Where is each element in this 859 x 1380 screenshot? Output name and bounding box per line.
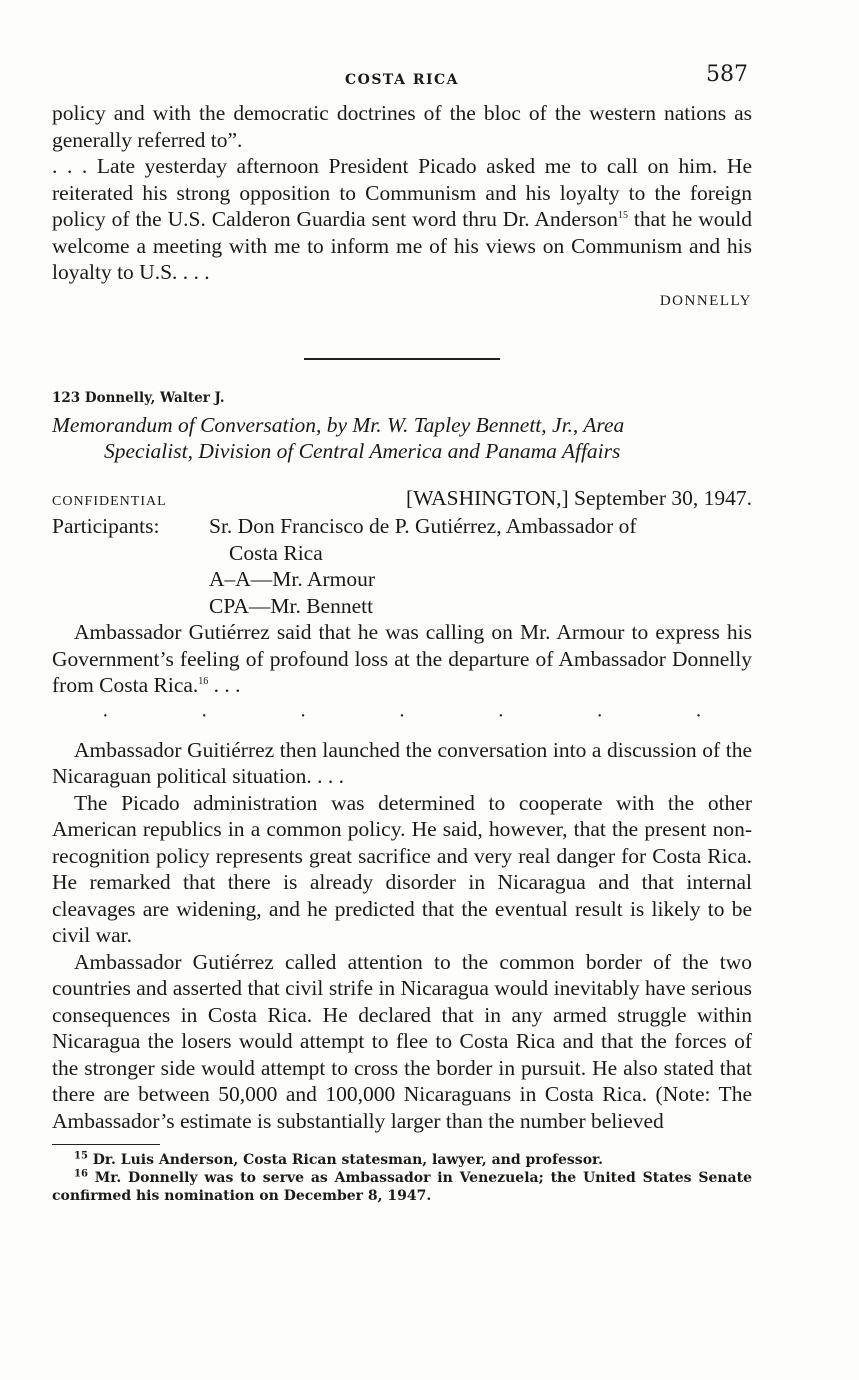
paragraph (52, 153, 752, 286)
dot: · (200, 704, 208, 727)
paragraph-text: that he would welcome a meeting with me to inform me of his views on Communism and his loyalty to U.S. . . . (52, 207, 752, 284)
page-number: 587 (706, 62, 748, 87)
participant: Costa Rica (229, 540, 323, 565)
dot: · (398, 704, 406, 727)
running-head (52, 60, 752, 100)
footnote-rule (52, 1144, 160, 1145)
memo-header (52, 486, 752, 511)
file-reference: 123 Donnelly, Walter J. (52, 390, 225, 406)
dot: · (102, 704, 109, 727)
paragraph (52, 619, 752, 699)
footnote-text: Dr. Luis Anderson, Costa Rican statesman, lawyer, and professor. (87, 1152, 603, 1168)
footnote (52, 1151, 752, 1169)
paragraph-text: Ambassador Gutiérrez said that he was calling on Mr. Armour to express his Government’s feeling of profound loss at the departure of Ambassador Donnelly from Costa Rica. (52, 620, 752, 697)
dot: · (497, 704, 505, 727)
dot: · (299, 704, 307, 727)
dot: · (596, 704, 604, 727)
paragraph-text: . . . Late yesterday afternoon President Picado asked me to call on him. He reiterated his strong opposition to Communism and his loyalty to the foreign policy of the U.S. Calderon Guardia sent word thru Dr. Anderson (52, 154, 752, 231)
footnote-ref: 15 (617, 209, 628, 221)
participants-label: Participants: (52, 514, 160, 538)
footnotes (52, 1151, 752, 1205)
participants (52, 513, 752, 619)
participant: A–A—Mr. Armour (209, 567, 376, 591)
signature: DONNELLY (659, 292, 752, 309)
participants-list (209, 513, 637, 619)
paragraph: Ambassador Gutiérrez called attention to the common border of the two countries and asserted that civil strife in Nicaragua would inevitably have serious consequences in Costa Rica. He declared that in any armed struggle within Nicaragua the losers would attempt to flee to Costa Rica and that the forces of the stronger side would attempt to cross the border in pursuit. He also stated that there are between 50,000 and 100,000 Nicaraguans in Costa Rica. (Note: The Ambassador’s estimate is substantially larger than the number believed (52, 949, 752, 1133)
classification: CONFIDENTIAL (52, 494, 167, 509)
footnote (52, 1169, 752, 1205)
footnote-ref: 16 (198, 675, 209, 687)
omission-marker (52, 703, 752, 727)
dot: · (695, 704, 702, 727)
memo-body (52, 619, 752, 1134)
title-line: Specialist, Division of Central America and Panama Affairs (104, 439, 621, 463)
document-title (52, 412, 752, 464)
participant: CPA—Mr. Bennett (209, 593, 374, 618)
paragraph: Ambassador Guitiérrez then launched the conversation into a discussion of the Nicaraguan political situation. . . . (52, 737, 752, 788)
footnote-number: 16 (74, 1168, 88, 1180)
page (52, 60, 752, 1205)
paragraph: policy and with the democratic doctrines of the bloc of the western nations as generally referred to”. (52, 101, 752, 152)
paragraph: The Picado administration was determined to cooperate with the other American republics in a common policy. He said, however, that the present non-recognition policy represents great sacrifice and very real danger for Costa Rica. He remarked that there is already disorder in Nicaragua and that internal cleavages are widening, and he predicted that the eventual result is likely to be civil war. (52, 790, 752, 947)
footnote-text: Mr. Donnelly was to serve as Ambassador in Venezuela; the United States Senate confirmed his nomination on December 8, 1947. (52, 1170, 752, 1204)
footnote-number: 15 (74, 1150, 88, 1162)
title-line: Memorandum of Conversation, by Mr. W. Tapley Bennett, Jr., Area (52, 413, 625, 437)
section-divider (304, 358, 500, 360)
participant: Sr. Don Francisco de P. Gutiérrez, Ambassador of (209, 514, 637, 538)
running-title: COSTA RICA (344, 72, 460, 88)
top-section (52, 100, 752, 314)
paragraph-text: . . . (208, 673, 241, 697)
dateline: [WASHINGTON,] September 30, 1947. (406, 486, 752, 510)
